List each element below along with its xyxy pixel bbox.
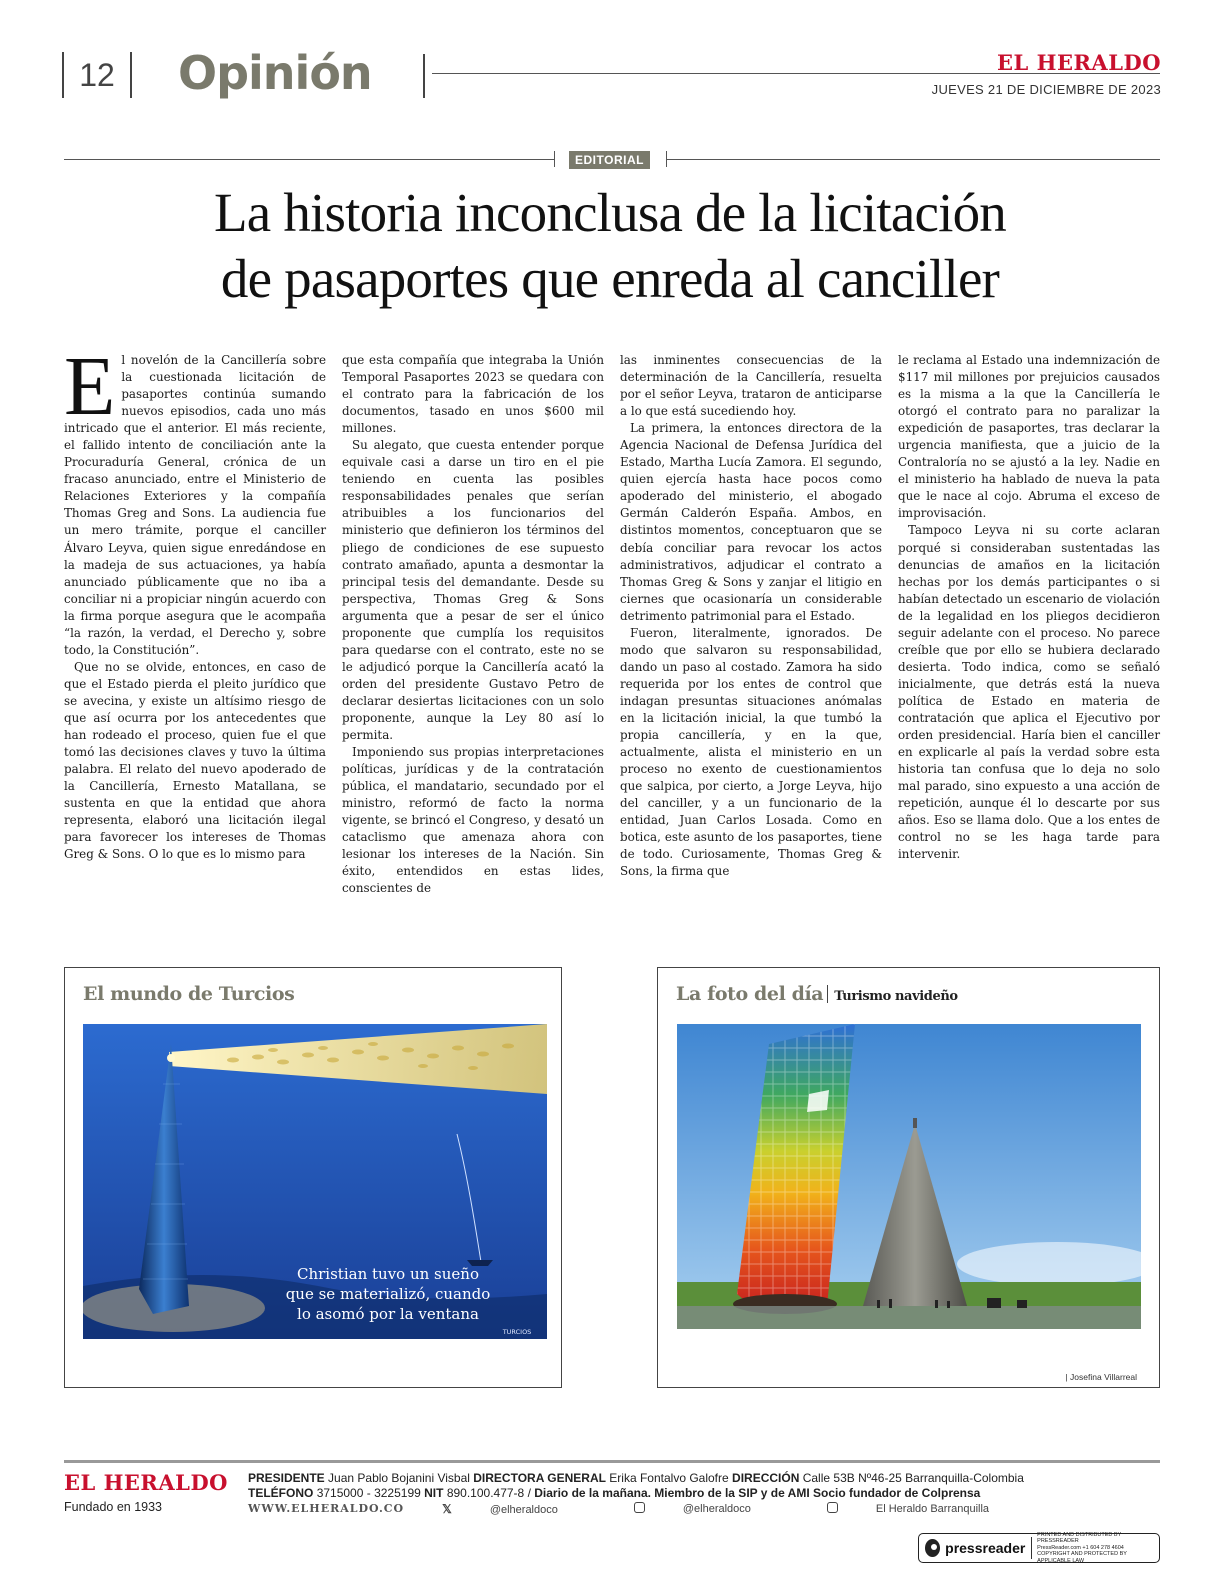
plaza-floor — [677, 1306, 1141, 1329]
paragraph: La primera, la entonces directora de la Agencia Nacional de Defensa Jurídica del Estado, Martha Lucía Zamora. El segundo, quien ejercía hasta hace pocos como apoderado del ministerio, el abogado Germán Calderón España. Ambos, en distintos momentos, conceptuaron que se debía conciliar para revocar los actos administrativos, adjudicar el contrato a Thomas Greg & Sons y zanjar el litigio en ciernes que ocasionaría un considerable detrimento patrimonial para el Estado. — [620, 421, 882, 623]
masthead-logo: EL HERALDO — [997, 50, 1161, 75]
article-column-4 — [898, 352, 1160, 898]
facebook-link[interactable] — [827, 1502, 1027, 1516]
article-body — [64, 340, 1160, 898]
headline-line-1: La historia inconclusa de la licitación — [214, 182, 1006, 243]
tagline: Diario de la mañana. Miembro de la SIP y de AMI Socio fundador de Colprensa — [534, 1486, 981, 1500]
footer-social — [248, 1502, 1148, 1516]
cartoon-panel — [64, 967, 562, 1388]
photo-panel — [657, 967, 1160, 1388]
founded-note: Fundado en 1933 — [64, 1500, 163, 1514]
value: 3715000 - 3225199 — [316, 1486, 421, 1500]
paragraph — [64, 340, 326, 659]
pressreader-icon — [925, 1539, 940, 1557]
lighthouse-lamp — [167, 1054, 175, 1062]
kicker-tick-left — [554, 151, 555, 167]
notice-line: COPYRIGHT AND PROTECTED BY APPLICABLE LAW — [1037, 1551, 1127, 1564]
kicker-rule-right — [667, 159, 1160, 160]
paragraph: Tampoco Leyva ni su corte aclaran porqué si consideraban sustentadas las denuncias de amaños en la licitación hechas por los demás participantes o si habían detectado un escenario de violación de la legalidad en los pliegos decidieron seguir adelante con el proceso. No parece creíble que por ello se hubiera declarado desierta. Todo indica, como se señaló inicialmente, que detrás está la nueva política de Estado en materia de contratación que aplica el Ejecutivo por orden presidencial. Haría bien el canciller en explicarle al país la verdad sobre esta historia tan confusa que lo deja no solo mal parado, sino expuesto a una acción de repetición, aunque él lo descarte por sus años. Eso se llama dolo. Que a los entes de control no se les haga tarde para intervenir. — [898, 523, 1160, 862]
photo-subtitle: Turismo navideño — [834, 989, 958, 1004]
instagram-link[interactable] — [634, 1502, 789, 1516]
notice-line: PressReader.com +1 604 278 4604 — [1037, 1544, 1124, 1551]
pressreader-divider — [1031, 1537, 1032, 1559]
cartoon-caption-line-3: lo asomó por la ventana — [297, 1305, 479, 1323]
x-icon: 𝕏 — [442, 1502, 452, 1516]
article-column-1 — [64, 340, 326, 898]
photo-of-the-day — [677, 1024, 1141, 1329]
paragraph: Que no se olvide, entonces, en caso de que el Estado pierda el pleito jurídico que se avecina, y existe un altísimo riesgo de que así ocurra por los antecedentes que han rodeado el proceso, quien fue el que tomó las decisiones claves y tuvo la última palabra. El relato del nuevo apoderado de la Cancillería, Ernesto Matallana, se sustenta en que la entidad que ahora representa, elaboró una licitación ilegal para favorecer los intereses de Thomas Greg & Sons. O lo que es lo mismo para — [64, 659, 326, 862]
twitter-handle: @elheraldoco — [489, 1504, 558, 1516]
value: Erika Fontalvo Galofre — [609, 1471, 729, 1485]
label: PRESIDENTE — [248, 1471, 325, 1485]
label: TELÉFONO — [248, 1486, 314, 1500]
facebook-icon — [827, 1502, 838, 1513]
footer-rule — [64, 1460, 1160, 1463]
photo-title: La foto del día — [676, 983, 824, 1005]
paragraph: Imponiendo sus propias interpretaciones políticas, jurídicas y de la contratación pública, el mandatario, secundado por el ministro, reformó de facto la norma vigente, se brincó el Congreso, y desató un cataclismo que amenaza ahora con lesionar los intereses de la Nación. Sin éxito, entendidos en estas lides, conscientes de — [342, 745, 604, 896]
label: DIRECTORA GENERAL — [473, 1471, 606, 1485]
value: Calle 53B Nº46-25 Barranquilla-Colombia — [802, 1471, 1024, 1485]
section-title: Opinión — [178, 46, 372, 100]
value: 890.100.477-8 / — [446, 1486, 531, 1500]
footer-logo: EL HERALDO — [64, 1470, 228, 1495]
issue-date: JUEVES 21 DE DICIEMBRE DE 2023 — [931, 82, 1161, 97]
photo-credit: | Josefina Villarreal — [1065, 1372, 1137, 1382]
website-link[interactable]: WWW.ELHERALDO.CO — [248, 1502, 405, 1515]
cartoon-caption-line-2: que se materializó, cuando — [285, 1285, 491, 1303]
header-divider — [423, 54, 425, 98]
paragraph-text: l novelón de la Cancillería sobre la cuestionada licitación de pasaportes continúa sumando nuevos episodios, cada uno más intricado que el anterior. El más reciente, el fallido intento de conciliación ante la Procuraduría General, crónica de un fracaso anunciado, entre el Ministerio de Relaciones Exteriores y la compañía Thomas Greg and Sons. La audiencia fue un mero trámite, porque el canciller Álvaro Leyva, quien sigue enredándose en la madeja de sus actuaciones, ya había anunciado públicamente que no iba a conciliar ni a propiciar ningún acuerdo con la firma porque asegura que le acompaña “la razón, la verdad, el Derecho y, sobre todo, la Constitución”. — [64, 353, 326, 657]
footer-credits — [248, 1471, 1148, 1501]
pressreader-badge — [918, 1533, 1160, 1563]
pressreader-name: pressreader — [945, 1540, 1026, 1556]
paragraph: le reclama al Estado una indemnización de $117 mil millones por prejuicios causados es la misma a la que la Cancillería le otorgó el contrato para no paralizar la expedición de pasaportes, tras declarar la urgencia manifiesta, que a juicio de la Contraloría no se ajustó a la ley. Nadie en el ministerio ha hablado de nueva la pata que le nace al cojo. Abruma el exceso de improvisación. — [898, 353, 1160, 521]
paragraph: Fueron, literalmente, ignorados. De modo que salvaron su responsabilidad, dando un paso al costado. Zamora ha sido requerida por los entes de control que indagan presuntas situaciones anómalas en la licitación inicial, la que tumbó la propia cancillería, y en la que, actualmente, alista el ministerio en un proceso no exento de cuestionamientos que salpica, por cierto, a Jorge Leyva, hijo del canciller, y a un funcionario de la entidad, Juan Carlos Losada. Como en botica, este asunto de los pasaportes, tiene de todo. Curiosamente, Thomas Greg & Sons, la firma que — [620, 625, 882, 879]
drop-cap: E — [64, 340, 116, 433]
editorial-kicker: EDITORIAL — [569, 151, 650, 169]
cartoon-caption-line-1: Christian tuvo un sueño — [297, 1265, 479, 1283]
paragraph: Su alegato, que cuesta entender porque equivale casi a darse un tiro en el pie teniendo en cuenta las posibles responsabilidades penales que serían atribuibles a los funcionarios del ministerio que definieron los términos del pliego de condiciones de ese supuesto contrato amañado, apunta a desmontar la principal tesis del demandante. Desde su perspectiva, Thomas Greg & Sons argumenta que a pesar de ser el único proponente que cumplía los requisitos para quedarse con el contrato, este no se le adjudicó porque la Cancillería acató la orden del presidente Gustavo Petro de declarar desiertas licitaciones con un solo proponente, aunque la Ley 80 así lo permita. — [342, 438, 604, 743]
paragraph: las inminentes consecuencias de la determinación de la Cancillería, resuelta por el señor Leyva, trataron de anticiparse a lo que está sucediendo hoy. — [620, 353, 882, 419]
article-column-2 — [342, 352, 604, 898]
label: NIT — [424, 1486, 444, 1500]
paragraph: que esta compañía que integraba la Unión Temporal Pasaportes 2023 se quedara con el contrato para la fabricación de los documentos, tasado en unos $600 mil millones. — [342, 353, 604, 436]
page-number: 12 — [62, 52, 132, 98]
pressreader-notice — [1037, 1532, 1153, 1565]
value: Juan Pablo Bojanini Visbal — [328, 1471, 470, 1485]
cartoon-title: El mundo de Turcios — [83, 983, 295, 1005]
twitter-link[interactable] — [442, 1502, 596, 1516]
cartoon-illustration — [83, 1024, 547, 1339]
facebook-handle: El Heraldo Barranquilla — [875, 1503, 990, 1515]
photo-title-row — [676, 983, 958, 1005]
instagram-icon — [634, 1502, 645, 1513]
cartoonist-signature: TURCIOS — [502, 1328, 532, 1336]
cone-tip — [913, 1118, 917, 1128]
headline-line-2: de pasaportes que enreda al canciller — [220, 248, 1000, 309]
instagram-handle: @elheraldoco — [682, 1503, 751, 1515]
article-headline — [100, 180, 1120, 312]
article-column-3 — [620, 352, 882, 898]
kicker-rule-left — [64, 159, 554, 160]
label: DIRECCIÓN — [732, 1471, 800, 1485]
title-divider — [827, 985, 828, 1003]
notice-line: PRINTED AND DISTRIBUTED BY PRESSREADER — [1037, 1531, 1122, 1545]
